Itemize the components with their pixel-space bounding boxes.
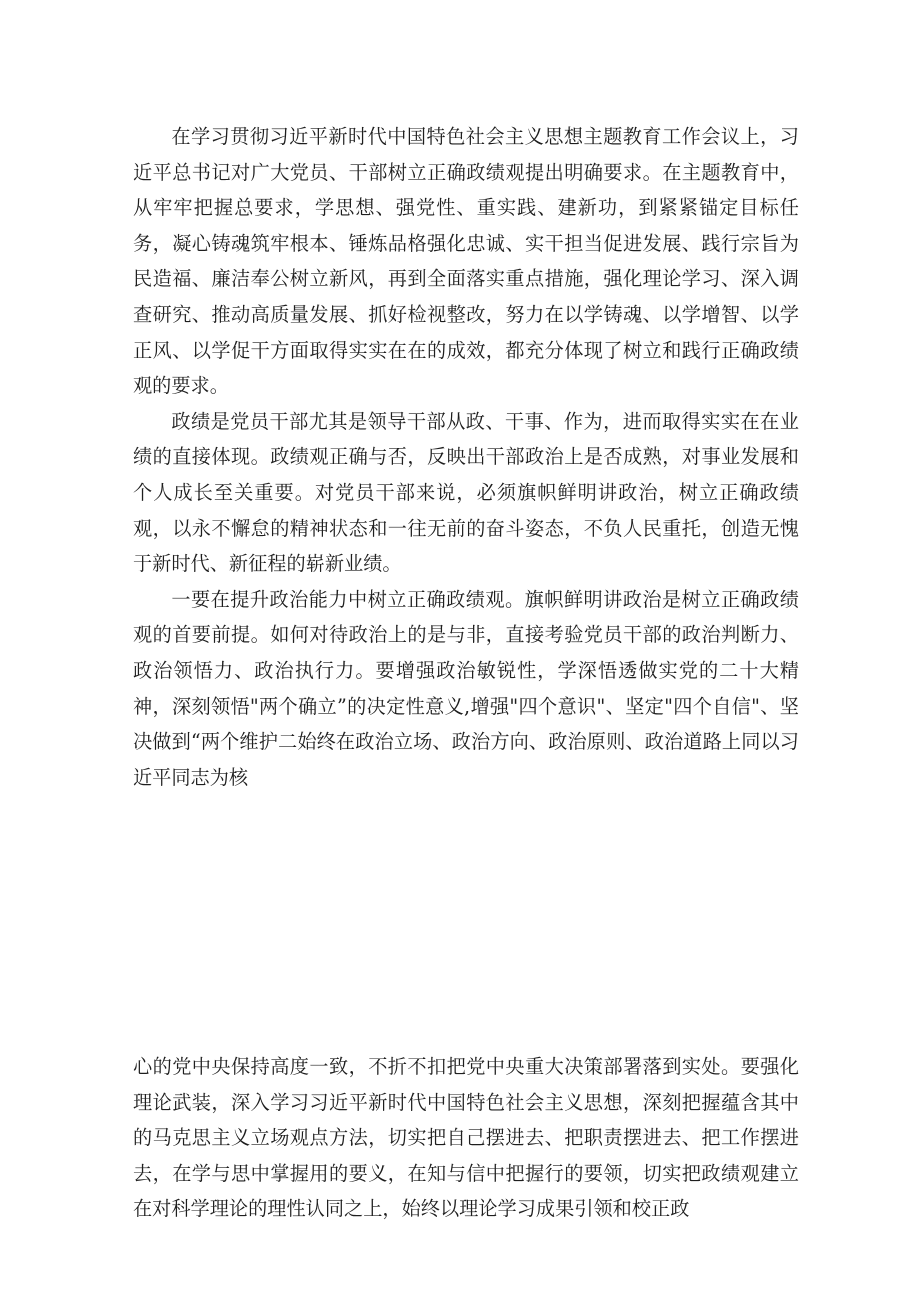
paragraph-continuation: 心的党中央保持高度一致，不折不扣把党中央重大决策部署落到实处。要强化理论武装，深入学习习近平新时代中国特色社会主义思想，深刻把握蕴含其中的马克思主义立场观点方法，切实把自己摆进去、把职责摆进去、把工作摆进去，在学与思中掌握用的要义，在知与信中把握行的要领，切实把政绩观建立在对科学理论的理性认同之上，始终以理论学习成果引领和校正政	[133, 1055, 799, 1221]
paragraph-1: 在学习贯彻习近平新时代中国特色社会主义思想主题教育工作会议上，习近平总书记对广大党员、干部树立正确政绩观提出明确要求。在主题教育中，从牢牢把握总要求，学思想、强党性、重实践、建新功，到紧紧锚定目标任务，凝心铸魂筑牢根本、锤炼品格强化忠诚、实干担当促进发展、践行宗旨为民造福、廉洁奉公树立新风，再到全面落实重点措施，强化理论学习、深入调查研究、推动高质量发展、抓好检视整改，努力在以学铸魂、以学增智、以学正风、以学促干方面取得实实在在的成效，都充分体现了树立和践行正确政绩观的要求。	[133, 125, 799, 398]
text-block-upper	[133, 119, 799, 795]
paragraph-2: 政绩是党员干部尤其是领导干部从政、干事、作为，进而取得实实在在业绩的直接体现。政绩观正确与否，反映出干部政治上是否成熟，对事业发展和个人成长至关重要。对党员干部来说，必须旗帜鲜明讲政治，树立正确政绩观，以永不懈怠的精神状态和一往无前的奋斗姿态，不负人民重托，创造无愧于新时代、新征程的崭新业绩。	[133, 409, 799, 576]
text-block-lower	[133, 1049, 799, 1227]
paragraph-3: 一要在提升政治能力中树立正确政绩观。旗帜鲜明讲政治是树立正确政绩观的首要前提。如何对待政治上的是与非，直接考验党员干部的政治判断力、政治领悟力、政治执行力。要增强政治敏锐性，学深悟透做实党的二十大精神，深刻领悟"两个确立”的决定性意义,增强"四个意识"、坚定"四个自信"、坚决做到“两个维护二始终在政治立场、政治方向、政治原则、政治道路上同以习近平同志为核	[133, 587, 799, 789]
